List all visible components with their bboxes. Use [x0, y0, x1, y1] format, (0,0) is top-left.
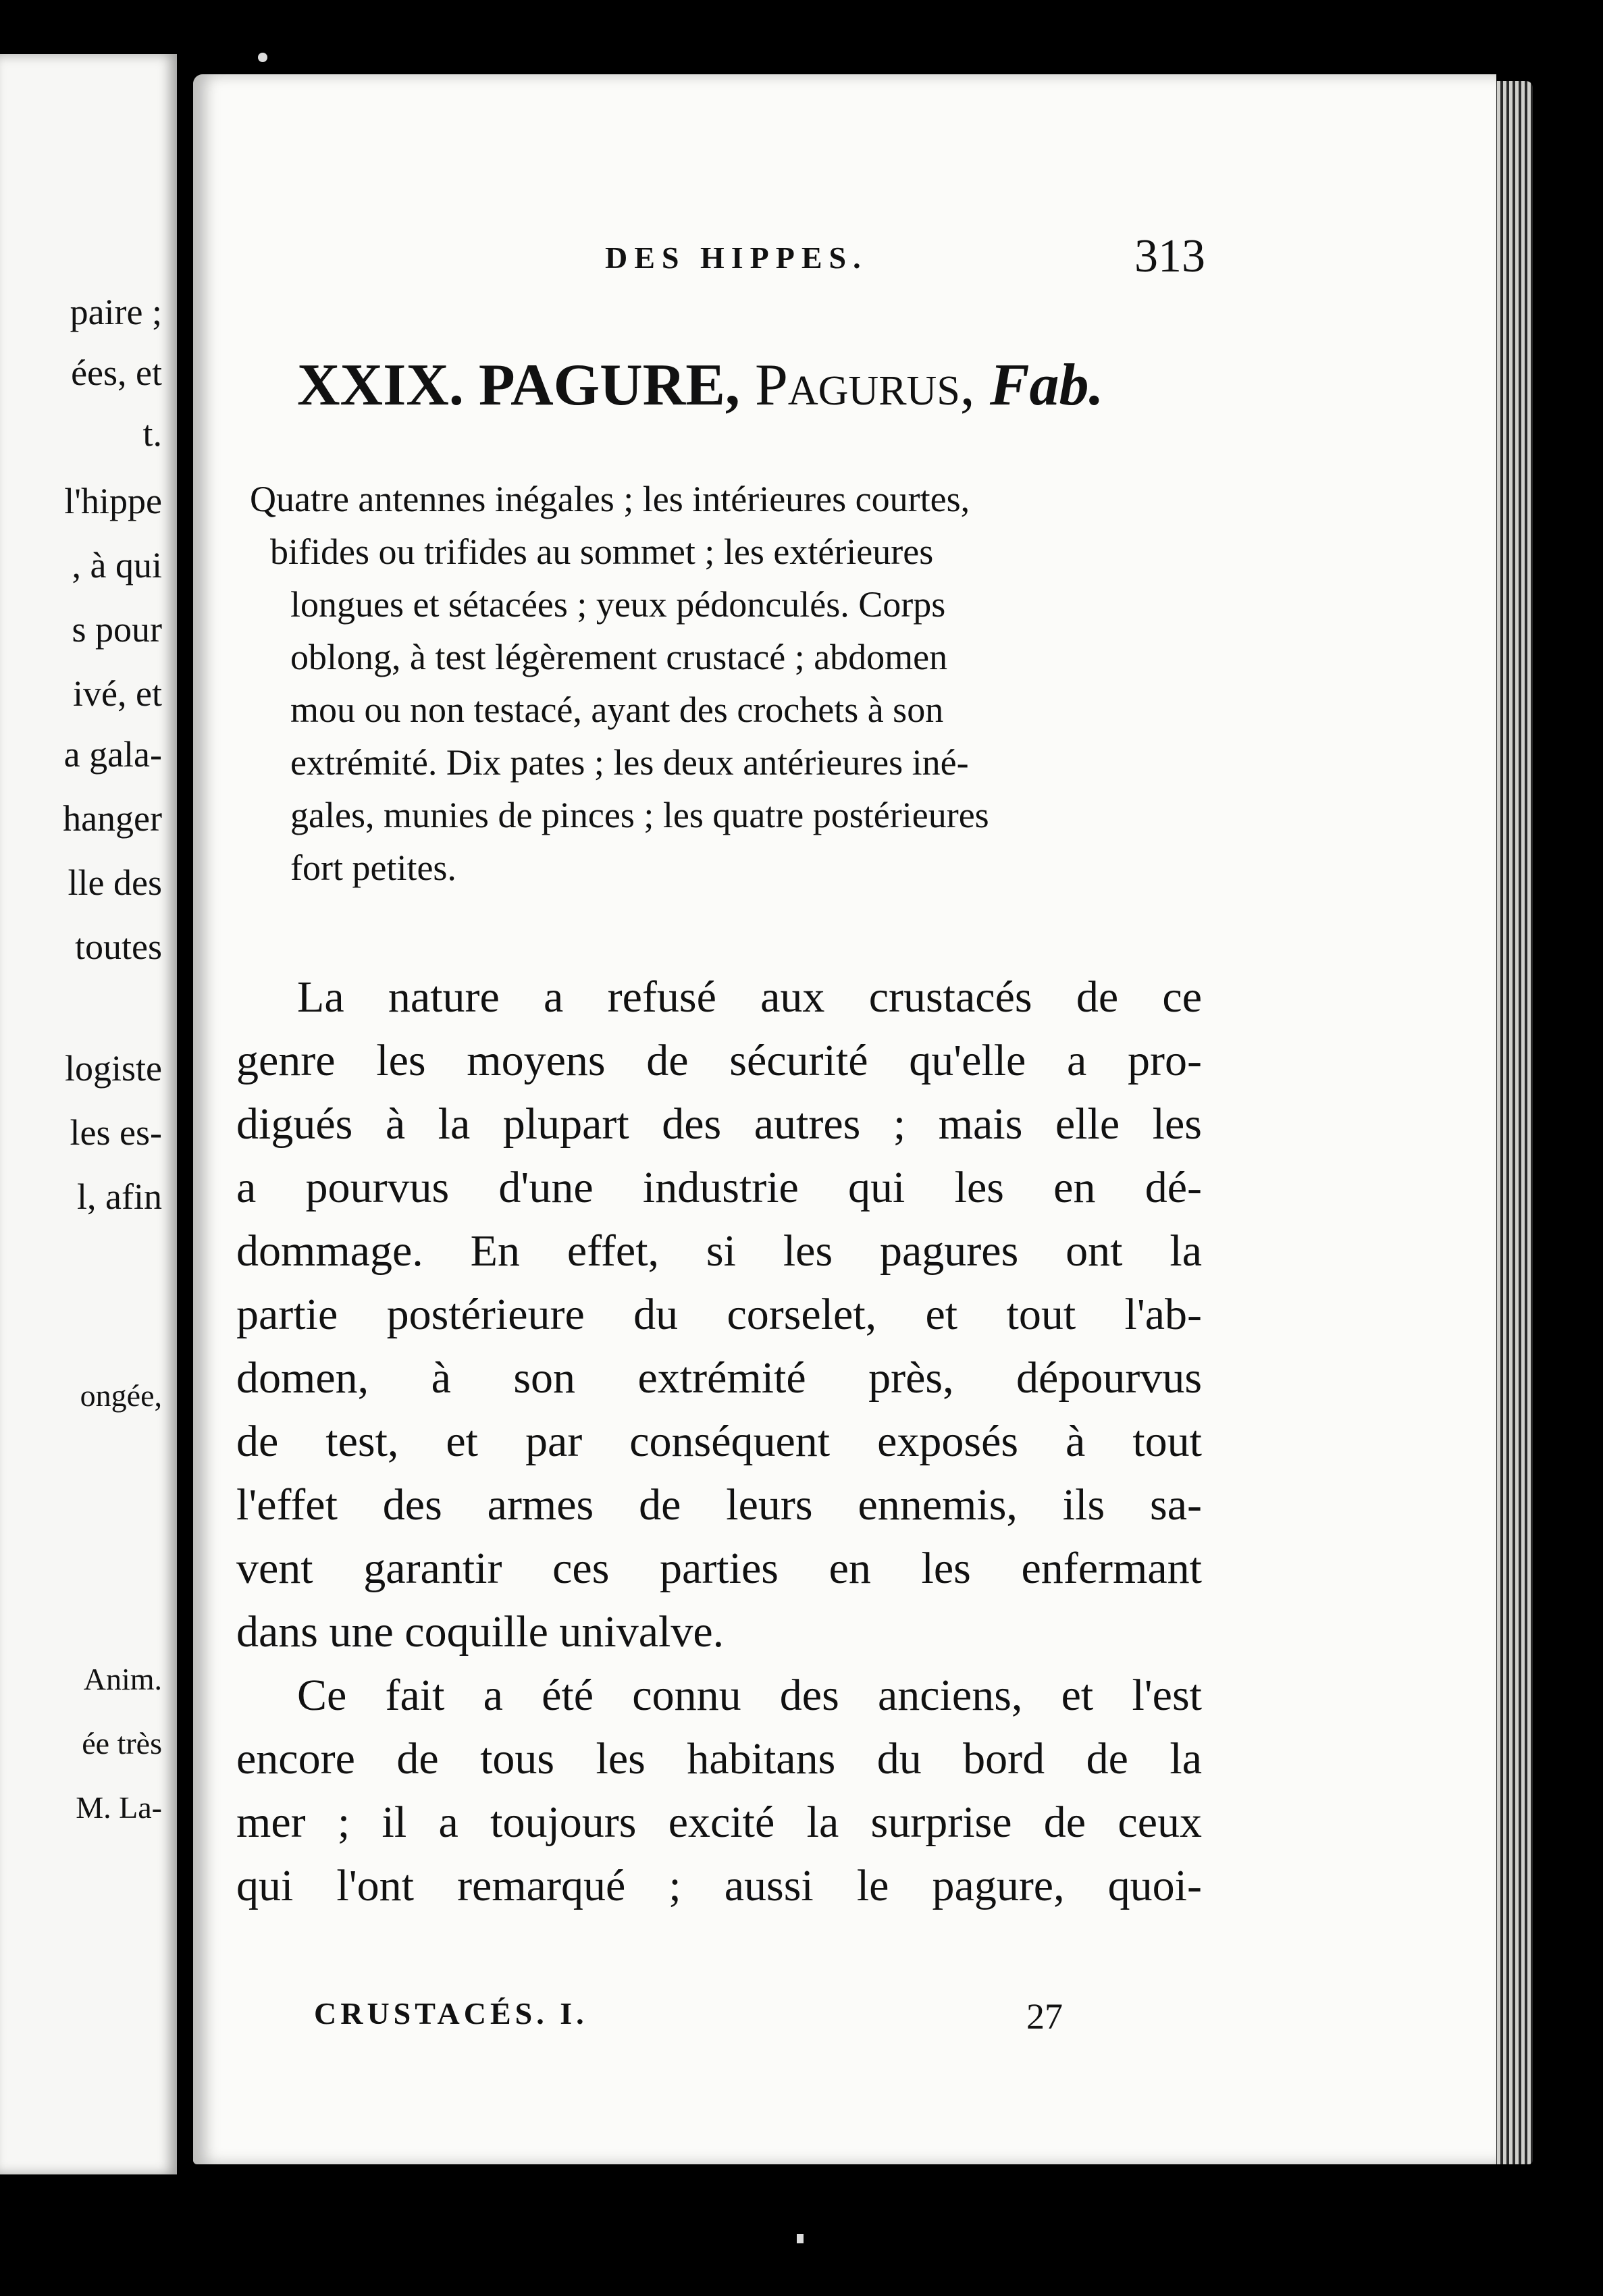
facing-page-line: logiste — [65, 1048, 162, 1089]
body-line: qui l'ont remarqué ; aussi le pagure, quoi- — [236, 1861, 1202, 1910]
body-line: genre les moyens de sécurité qu'elle a pro- — [236, 1036, 1202, 1085]
facing-page-line: l'hippe — [64, 481, 162, 521]
body-line: de test, et par conséquent exposés à tout — [236, 1417, 1202, 1466]
genus-diagnosis — [250, 473, 1215, 894]
running-head — [0, 230, 1603, 282]
body-line: digués à la plupart des autres ; mais elle les — [236, 1099, 1202, 1149]
facing-page-line: ées, et — [71, 353, 162, 393]
author-abbrev: Fab. — [989, 353, 1104, 418]
body-line: domen, à son extrémité près, dépourvus — [236, 1353, 1202, 1403]
facing-page-line: s pour — [72, 609, 162, 650]
facing-page-line: lle des — [68, 862, 162, 903]
diagnosis-line: bifides ou trifides au sommet ; les extérieures — [270, 531, 934, 572]
facing-page — [0, 54, 177, 2174]
genus-name: PAGURE, — [478, 353, 740, 418]
facing-page-line: ée très — [82, 1726, 162, 1760]
diagnosis-line: longues et sétacées ; yeux pédonculés. Corps — [290, 584, 946, 625]
body-line: Ce fait a été connu des anciens, et l'est — [297, 1671, 1202, 1720]
section-heading — [297, 351, 1104, 419]
signature-mark: CRUSTACÉS. I. — [314, 1996, 588, 2031]
facing-page-line: Anim. — [83, 1662, 162, 1696]
diagnosis-line: extrémité. Dix pates ; les deux antérieures iné- — [290, 742, 969, 783]
body-text — [236, 966, 1202, 1918]
scan-mark — [797, 2234, 804, 2243]
page-number: 313 — [1134, 230, 1205, 282]
body-line: La nature a refusé aux crustacés de ce — [297, 972, 1202, 1022]
body-line: mer ; il a toujours excité la surprise de ceux — [236, 1798, 1202, 1847]
facing-page-line: ivé, et — [73, 673, 162, 714]
facing-page-line: a gala- — [63, 734, 162, 775]
body-line: dommage. En effet, si les pagures ont la — [236, 1226, 1202, 1276]
section-number: XXIX. — [297, 353, 464, 418]
facing-page-line: t. — [142, 413, 162, 454]
facing-page-line: paire ; — [70, 292, 162, 332]
signature-line — [0, 1995, 1603, 2043]
running-title: DES HIPPES. — [605, 240, 868, 275]
facing-page-line: hanger — [63, 798, 162, 839]
facing-page-line: , à qui — [72, 545, 162, 585]
facing-page-line: l, afin — [77, 1176, 162, 1217]
body-line: partie postérieure du corselet, et tout l'ab- — [236, 1290, 1202, 1339]
facing-page-line: toutes — [75, 927, 162, 967]
body-line: vent garantir ces parties en les enfermant — [236, 1544, 1202, 1593]
body-line: l'effet des armes de leurs ennemis, ils sa- — [236, 1480, 1202, 1530]
facing-page-line: ongée, — [80, 1378, 162, 1413]
diagnosis-line: mou ou non testacé, ayant des crochets à son — [290, 689, 944, 730]
body-line: encore de tous les habitans du bord de la — [236, 1734, 1202, 1783]
diagnosis-line: gales, munies de pinces ; les quatre postérieures — [290, 795, 989, 835]
body-line: a pourvus d'une industrie qui les en dé- — [236, 1163, 1202, 1212]
signature-number: 27 — [1026, 1996, 1063, 2037]
body-line: dans une coquille univalve. — [236, 1607, 725, 1656]
diagnosis-line: fort petites. — [290, 847, 456, 888]
diagnosis-line: Quatre antennes inégales ; les intérieures courtes, — [250, 479, 970, 519]
latin-name: Pagurus, — [754, 353, 975, 418]
facing-page-line: les es- — [70, 1112, 162, 1153]
diagnosis-line: oblong, à test légèrement crustacé ; abdomen — [290, 637, 948, 677]
scan-mark — [258, 53, 267, 62]
facing-page-line: M. La- — [76, 1790, 162, 1825]
